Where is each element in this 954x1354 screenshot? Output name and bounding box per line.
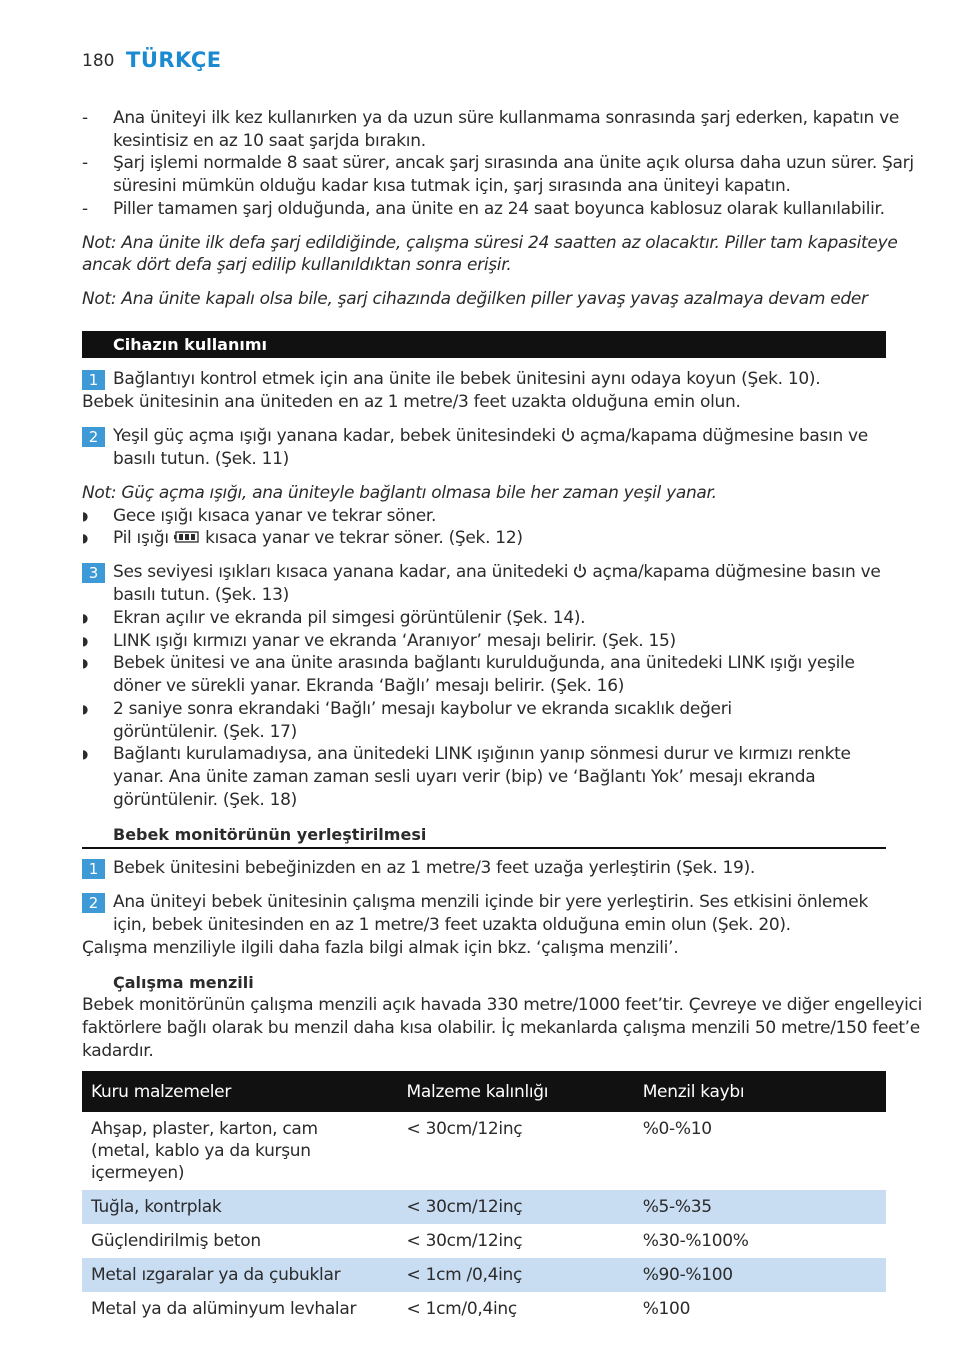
bullet-screen-on: Ekran açılır ve ekranda pil simgesi görüntülenir (Şek. 14). — [113, 608, 586, 628]
section-title-using: Cihazın kullanımı — [113, 335, 267, 354]
step-2-line2: basılı tutun. (Şek. 11) — [113, 449, 289, 469]
section-title-range: Çalışma menzili — [113, 973, 254, 992]
triangle-bullet-icon: ◗ — [82, 611, 89, 625]
table-cell: < 1cm /0,4inç — [398, 1258, 634, 1292]
table-cell: %0-%10 — [642, 1119, 712, 1139]
table-cell: Metal ya da alüminyum levhalar — [91, 1299, 357, 1319]
bullet-temperature-line1: 2 saniye sonra ekrandaki ‘Bağlı’ mesajı kaybolur ve ekranda sıcaklık değeri — [113, 699, 732, 719]
triangle-bullet-icon: ◗ — [82, 656, 89, 670]
step-number-1: 1 — [82, 859, 105, 879]
note-1-line2: ancak dört defa şarj edilip kullanıldıktan sonra erişir. — [82, 255, 512, 275]
bullet-night-light: Gece ışığı kısaca yanar ve tekrar söner. — [113, 506, 437, 526]
section-title-placement: Bebek monitörünün yerleştirilmesi — [113, 825, 427, 844]
range-line-3: kadardır. — [82, 1041, 154, 1061]
triangle-bullet-icon: ◗ — [82, 634, 89, 648]
place-step-2-line2: için, bebek ünitesinden en az 1 metre/3 feet uzakta olduğuna emin olun (Şek. 20). — [113, 915, 791, 935]
dash-bullet: - — [82, 199, 88, 219]
dash-item-3-line1: Piller tamamen şarj olduğunda, ana ünite en az 24 saat boyunca kablosuz olarak kullanılabilir. — [113, 199, 885, 219]
table-cell: %100 — [642, 1299, 691, 1319]
bullet-temperature-line2: görüntülenir. (Şek. 17) — [113, 722, 297, 742]
bullet-connected-line2: döner ve sürekli yanar. Ekranda ‘Bağlı’ mesajı belirir. (Şek. 16) — [113, 676, 625, 696]
bullet-connected-line1: Bebek ünitesi ve ana ünite arasında bağlantı kurulduğunda, ana ünitedeki LINK ışığı yeşile — [113, 653, 855, 673]
col-header-materials: Kuru malzemeler — [82, 1071, 398, 1112]
step-1-text: Bağlantıyı kontrol etmek için ana ünite ile bebek ünitesini aynı odaya koyun (Şek. 10). — [113, 369, 821, 389]
range-line-2: faktörlere bağlı olarak bu menzil daha kısa olabilir. İç mekanlarda çalışma menzili 50 metre/150 feet’e — [82, 1018, 920, 1038]
note-2-line1: Not: Ana ünite kapalı olsa bile, şarj cihazında değilken piller yavaş yavaş azalmaya devam eder — [82, 289, 868, 309]
table-cell: %90-%100 — [634, 1258, 886, 1292]
range-line-1: Bebek monitörünün çalışma menzili açık havada 330 metre/1000 feet’tir. Çevreye ve diğer engelleyici — [82, 995, 923, 1015]
table-cell: Tuğla, kontrplak — [82, 1190, 398, 1224]
table-cell: %30-%100% — [642, 1231, 749, 1251]
bullet-no-link-line1: Bağlantı kurulamadıysa, ana ünitedeki LINK ışığının yanıp sönmesi durur ve kırmızı renkte — [113, 744, 851, 764]
dash-bullet: - — [82, 153, 88, 173]
triangle-bullet-icon: ◗ — [82, 747, 89, 761]
place-step-2-line1: Ana üniteyi bebek ünitesinin çalışma menzili içinde bir yere yerleştirin. Ses etkisini önlemek — [113, 892, 869, 912]
page-number: 180 — [82, 51, 115, 71]
place-step-1-text: Bebek ünitesini bebeğinizden en az 1 metre/3 feet uzağa yerleştirin (Şek. 19). — [113, 858, 755, 878]
power-icon — [573, 563, 587, 586]
col-header-thickness: Malzeme kalınlığı — [398, 1071, 634, 1112]
table-cell: < 1cm/0,4inç — [406, 1299, 517, 1319]
battery-icon — [174, 527, 200, 550]
dash-item-1-line1: Ana üniteyi ilk kez kullanırken ya da uzun süre kullanmama sonrasında şarj ederken, kapatın ve — [113, 108, 900, 128]
note-1-line1: Not: Ana ünite ilk defa şarj edildiğinde, çalışma süresi 24 saatten az olacaktır. Piller tam kapasiteye — [82, 233, 898, 253]
step-3-line1 — [113, 561, 881, 586]
bullet-no-link-line2: yanar. Ana ünite zaman zaman sesli uyarı verir (bip) ve ‘Bağlantı Yok’ mesajı ekranda — [113, 767, 816, 787]
note-power-light: Not: Güç açma ışığı, ana üniteyle bağlantı olmasa bile her zaman yeşil yanar. — [82, 483, 717, 503]
step-3-line2: basılı tutun. (Şek. 13) — [113, 585, 289, 605]
step-2-line1 — [113, 425, 868, 450]
bullet-link-red: LINK ışığı kırmızı yanar ve ekranda ‘Aranıyor’ mesajı belirir. (Şek. 15) — [113, 631, 676, 651]
language-title: TÜRKÇE — [126, 48, 222, 72]
table-cell: < 30cm/12inç — [406, 1231, 523, 1251]
section-rule — [82, 847, 886, 849]
table-cell: Ahşap, plaster, karton, cam (metal, kablo ya da kurşun içermeyen) — [91, 1119, 318, 1183]
triangle-bullet-icon: ◗ — [82, 531, 89, 545]
bullet-no-link-line3: görüntülenir. (Şek. 18) — [113, 790, 297, 810]
step-number-3: 3 — [82, 563, 105, 583]
battery-light-text: kısaca yanar ve tekrar söner. (Şek. 12) — [205, 528, 523, 548]
materials-table — [82, 1071, 886, 1326]
table-cell: < 30cm/12inç — [406, 1119, 523, 1139]
triangle-bullet-icon: ◗ — [82, 702, 89, 716]
table-cell: %5-%35 — [634, 1190, 886, 1224]
table-row — [82, 1258, 886, 1292]
dash-item-1-line2: kesintisiz en az 10 saat şarjda bırakın. — [113, 131, 426, 151]
dash-item-2-line1: Şarj işlemi normalde 8 saat sürer, ancak şarj sırasında ana ünite açık olursa daha uzun sürer. Şarj — [113, 153, 914, 173]
table-row — [82, 1292, 886, 1326]
step-2-line1b: açma/kapama düğmesine basın ve — [579, 426, 868, 446]
step-3-line1b: açma/kapama düğmesine basın ve — [592, 562, 881, 582]
power-icon — [561, 427, 575, 450]
triangle-bullet-icon: ◗ — [82, 509, 89, 523]
step-number-2: 2 — [82, 427, 105, 447]
place-step-2-after: Çalışma menziliyle ilgili daha fazla bilgi almak için bkz. ‘çalışma menzili’. — [82, 938, 679, 958]
step-number-1: 1 — [82, 370, 105, 390]
step-3-line1a: Ses seviyesi ışıkları kısaca yanana kadar, ana ünitedeki — [113, 562, 569, 582]
step-1-after: Bebek ünitesinin ana üniteden en az 1 metre/3 feet uzakta olduğuna emin olun. — [82, 392, 741, 412]
table-row — [82, 1224, 886, 1258]
table-cell: Güçlendirilmiş beton — [91, 1231, 261, 1251]
dash-item-2-line2: süresini mümkün olduğu kadar kısa tutmak için, şarj sırasında ana üniteyi kapatın. — [113, 176, 791, 196]
battery-light-label: Pil ışığı — [113, 528, 169, 548]
step-2-line1a: Yeşil güç açma ışığı yanana kadar, bebek ünitesindeki — [113, 426, 556, 446]
table-cell: < 30cm/12inç — [398, 1190, 634, 1224]
table-cell: Metal ızgaralar ya da çubuklar — [82, 1258, 398, 1292]
table-header-row — [82, 1071, 886, 1112]
table-row — [82, 1190, 886, 1224]
col-header-range-loss: Menzil kaybı — [634, 1071, 886, 1112]
table-row — [82, 1112, 886, 1190]
step-number-2: 2 — [82, 893, 105, 913]
bullet-battery-light — [113, 527, 523, 550]
dash-bullet: - — [82, 108, 88, 128]
